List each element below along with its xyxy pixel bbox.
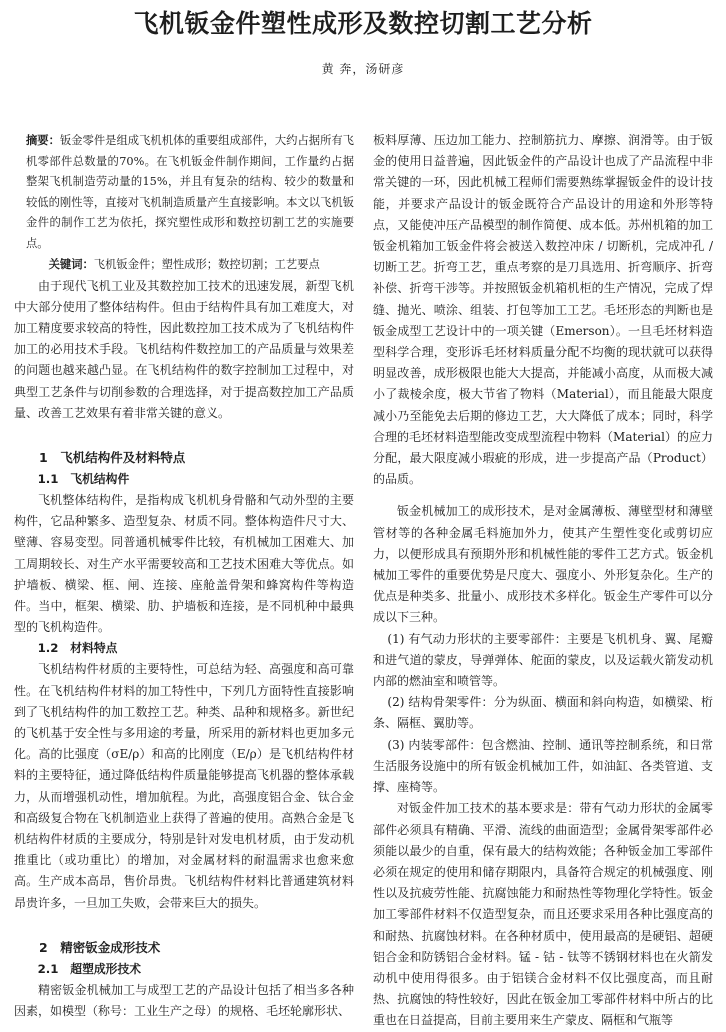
abstract-text: 钣金零件是组成飞机机体的重要组成部件，大约占据所有飞机零部件总数量的70%。在飞机钣金件制作期间，工作量约占据整架飞机制造劳动量的15%，并且有复杂的结构、较少的数量和较低的刚性等，直接对飞机制造质量产生直接影响。本文以飞机钣金件的制作工艺为依托，探究塑性成形和数控切割工艺的实施要点。 bbox=[26, 134, 354, 250]
list-item: (2) 结构骨架零件：分为纵面、横面和斜向构造，如横梁、桁条、隔框、翼肋等。 bbox=[373, 695, 713, 731]
right-paragraph-3: 对钣金件加工技术的基本要求是：带有气动力形状的金属零部件必须具有精确、平滑、流线的曲面造型；金属骨架零部件必须能以最少的自重，保有最大的结构效能；各种钣金加工零部件必须在规定的使用和储存期限内，具备符合规定的机械强度、刚性以及抗疲劳性能、抗腐蚀能力和耐热性等物理化学特性。钣金加工零部件材料不仅造型复杂，而且还要求采用各种比强度高的和耐热、抗腐蚀材料。在各种材质中，使用最高的是硬铝、超硬铝合金和防锈铝合金材料。锰 - 钴 - 钛等不锈钢材料也在火箭发动机中使用得很多。由于铝镁合金材料不仅比强度高，而且耐热、抗腐蚀的特性较好，因此在钣金加工零部件材料中所占的比重也在日益提高，目前主要用来生产蒙皮、隔框和气瓶等 bbox=[373, 801, 713, 1028]
section-2-1-heading: 2.1 超塑成形技术 bbox=[37, 961, 142, 976]
keywords-text: 飞机钣金件；塑性成形；数控切割；工艺要点 bbox=[93, 258, 320, 271]
abstract-label: 摘要： bbox=[26, 133, 60, 147]
abstract-paragraph bbox=[26, 130, 354, 254]
keywords-label: 关键词： bbox=[48, 257, 94, 271]
list-item: (3) 内装零部件：包含燃油、控制、通讯等控制系统，和日常生活服务设施中的所有钣金机械加工件，如油缸、各类管道、支撑、座椅等。 bbox=[373, 737, 713, 795]
right-column bbox=[373, 130, 713, 1032]
intro-paragraph: 由于现代飞机工业及其数控加工技术的迅速发展，新型飞机中大部分使用了整体结构件。但由于结构件具有加工难度大，对加工精度要求较高的特性，因此数控加工技术成为了飞机结构件加工的必用技术手段。飞机结构件数控加工的产品质量与效果差的问题也越来越凸显。在飞机结构件的数字控制加工过程中，对典型工艺条件与切削参数的合理选择，对于提高数控加工产品质量、改善工艺效果有着非常关键的意义。 bbox=[14, 278, 354, 420]
right-paragraph-1: 板料厚薄、压边加工能力、控制筋抗力、摩擦、润滑等。由于钣金的使用日益普遍，因此钣金件的产品设计也成了产品流程中非常关键的一环，因此机械工程师们需要熟练掌握钣金件的设计技能，并要求产品设计的钣金既符合产品设计的用途和外形等特点，又能使冲压产品模型的制作简便、成本低。苏州机箱的加工钣金机箱加工钣金件将会被送入数控冲床 / 切断机，完成冲孔 / 切断工艺。折弯工艺，重点考察的是刀具选用、折弯顺序、折弯补偿、折弯干涉等。并按照钣金机箱机柜的生产情况，完成了焊缝、抛光、喷涂、组装、打包等加工工艺。毛坯形态的判断也是钣金成型工艺设计中的一项关键（Emerson）。一旦毛坯材料造型科学合理，变形诉毛坯材料质量分配不均衡的现状就可以获得明显改善，成形极限也能大大提高，并能减小高度，从而极大减小了裁棱余度，极大节省了物料（Material），而且能最大限度减小乃至能免去后期的修边工艺，大大降低了成本；同时，科学合理的毛坯材料造型能改变成型流程中物料（Material）的应力分配，最大限度减小瑕疵的形成，进一步提高产品（Product）的品质。 bbox=[373, 133, 713, 487]
right-paragraph-2: 钣金机械加工的成形技术，是对金属薄板、薄壁型材和薄壁管材等的各种金属毛料施加外力，使其产生塑性变化或剪切应力，以便形成具有预期外形和机械性能的零件工艺方式。钣金机械加工零件的重要优势是尺度大、强度小、外形复杂化。生产的优点是种类多、批量小、成形技术多样化。钣金生产零件可以分成以下三种。 bbox=[373, 504, 713, 625]
paper-title: 飞机钣金件塑性成形及数控切割工艺分析 bbox=[133, 9, 593, 38]
section-2-1-text: 精密钣金机械加工与成型工艺的产品设计包括了相当多各种因素，如模型（称号：工业生产之母）的规格、毛坯轮廓形状、 bbox=[14, 982, 354, 1018]
section-1-heading: 1 飞机结构件及材料特点 bbox=[39, 449, 186, 465]
section-1-2-text: 飞机结构件材质的主要特性，可总结为轻、高强度和高可靠性。在飞机结构件材料的加工特性中，下列几方面特性直接影响到了飞机结构件的加工数控工艺。种类、品种和规格多。新世纪的飞机基于安全性与多用途的考量，所采用的新材料也更加多元化。高的比强度（σE/ρ）和高的比刚度（E/ρ）是飞机结构件材料的主要特征，通过降低结构件质量能够提高飞机器的整体承载力，从而增强机动性，增加航程。为此，高强度铝合金、钛合金和高级复合物在飞机制造业上获得了普遍的使用。高熟合金是飞机结构件材质的主要成分，特别是针对发电机材质，由于发动机推重比（或功重比）的增加，对金属材料的耐温需求也愈来愈高。生产成本高昂，售价昂贵。飞机结构件材料比普通建筑材料昂贵许多，一旦加工失败，会带来巨大的损失。 bbox=[14, 662, 354, 910]
section-2-heading: 2 精密钣金成形技术 bbox=[39, 939, 161, 955]
list-item: (1) 有气动力形状的主要零部件：主要是飞机机身、翼、尾瓣和进气道的蒙皮，导弹弹体、舵面的蒙皮，以及运载火箭发动机内部的燃油室和喷管等。 bbox=[373, 631, 713, 689]
section-1-1-text: 飞机整体结构件，是指构成飞机机身骨骼和气动外型的主要构件，它品种繁多、造型复杂、材质不同。整体构造件尺寸大、壁薄、容易变型。同普通机械零件比较，有机械加工困难大、加工周期较长、对生产水平需要较高和工艺技术困难大等优点。如护墙板、横梁、框、闸、连接、座舱盖骨架和蜂窝构件等构造件。当中，框架、横梁、肋、护墙板和连接，是不同机种中最典型的飞机构造件。 bbox=[14, 492, 354, 635]
section-1-1-heading: 1.1 飞机结构件 bbox=[37, 471, 130, 486]
left-column bbox=[14, 130, 354, 1022]
keywords-paragraph bbox=[26, 254, 354, 276]
paper-authors: 黄 奔，汤研彦 bbox=[321, 62, 405, 76]
section-1-2-heading: 1.2 材料特点 bbox=[37, 641, 118, 656]
part-list bbox=[373, 629, 713, 799]
abstract bbox=[14, 130, 354, 276]
